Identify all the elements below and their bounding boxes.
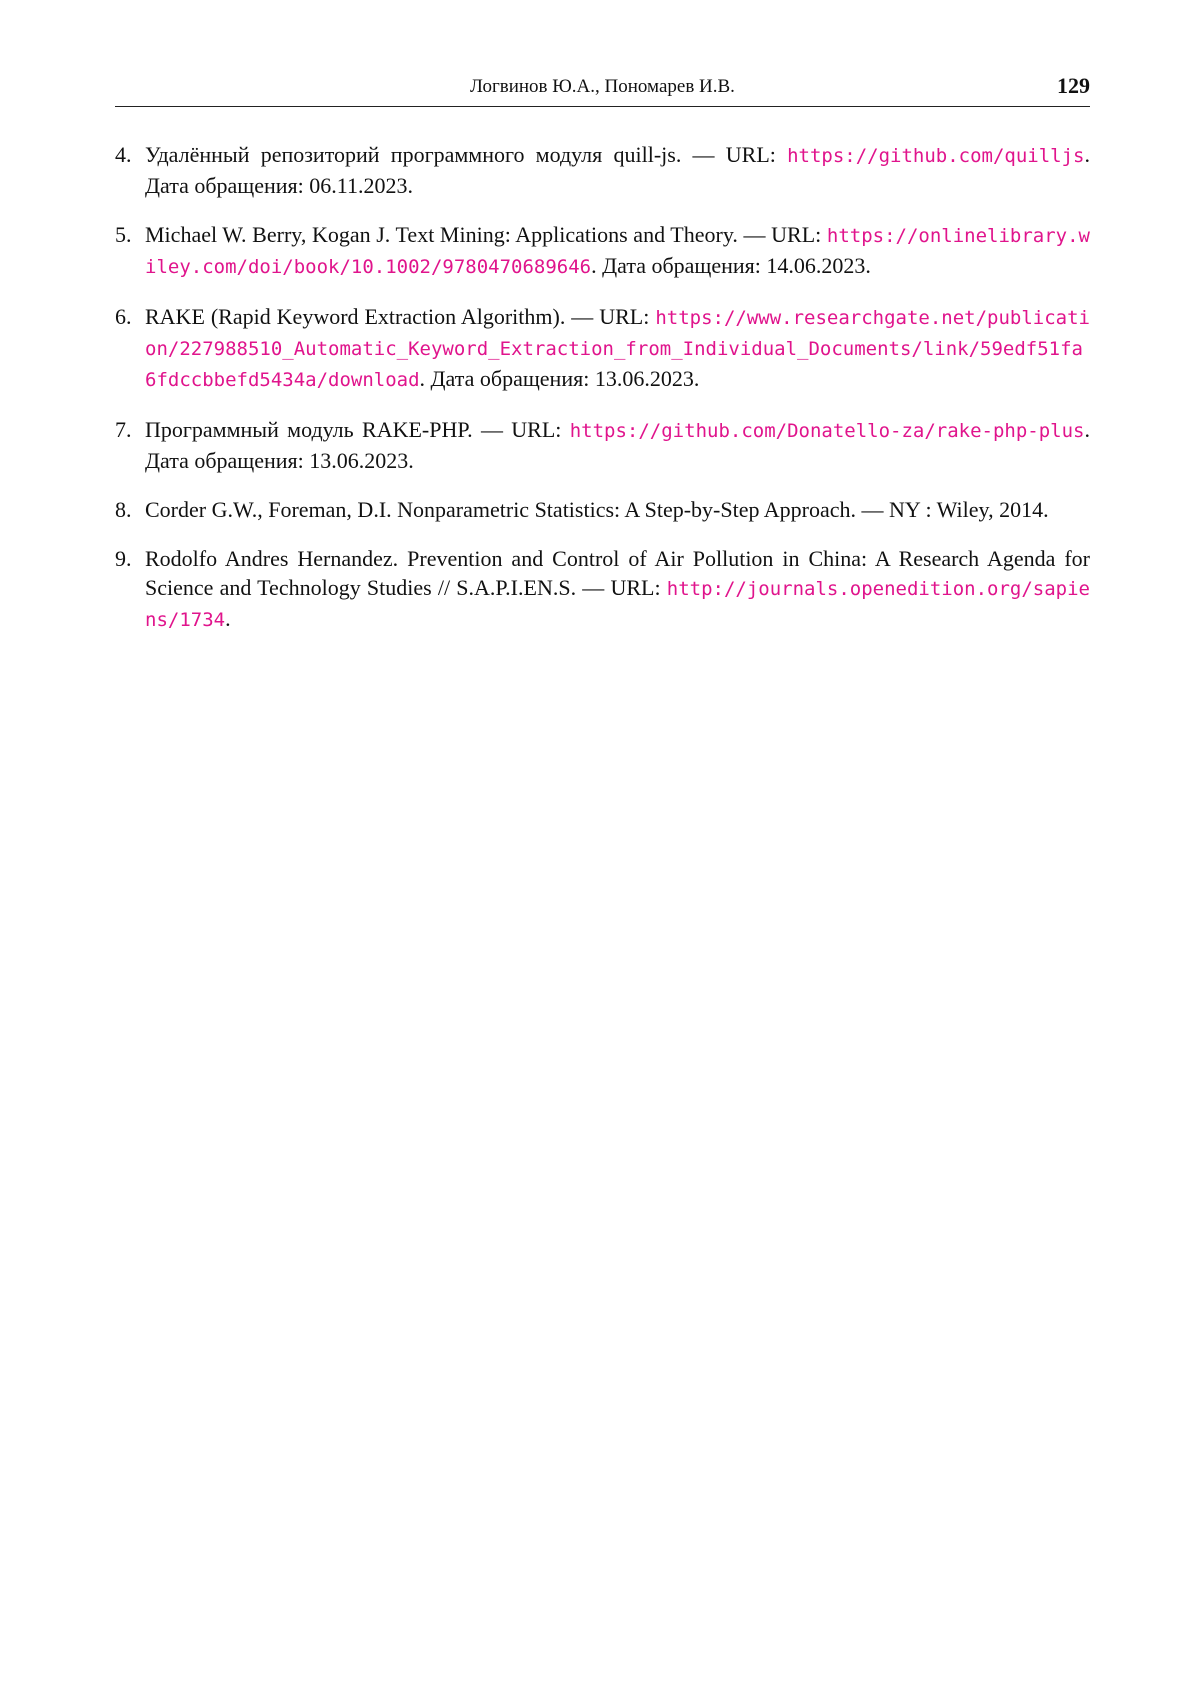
reference-number: 9. <box>115 546 132 571</box>
reference-text: RAKE (Rapid Keyword Extraction Algorithm). — URL: <box>145 304 656 329</box>
reference-access-date: . Дата обращения: 14.06.2023. <box>591 253 871 278</box>
reference-access-date: . Дата обращения: 06.11.2023. <box>145 142 1090 198</box>
reference-url-link[interactable]: https://onlinelibrary.wiley.com/doi/book/10.1002/9780470689646 <box>145 225 1090 278</box>
reference-item-9 <box>115 544 1090 635</box>
reference-url-link[interactable]: https://www.researchgate.net/publication/227988510_Automatic_Keyword_Extraction_from_Individual_Documents/link/59edf51fa6fdccbbefd5434a/download <box>145 307 1090 391</box>
reference-item-5 <box>115 220 1090 282</box>
reference-access-date: . Дата обращения: 13.06.2023. <box>145 417 1090 473</box>
reference-text: Удалённый репозиторий программного модуля quill-js. — URL: <box>145 142 788 167</box>
reference-text: Rodolfo Andres Hernandez. Prevention and Control of Air Pollution in China: A Research Agenda for Science and Technology Studies // S.A.P.I.EN.S. — URL: <box>145 546 1090 600</box>
reference-number: 4. <box>115 142 132 167</box>
header-authors: Логвинов Ю.А., Пономарев И.В. <box>470 76 735 97</box>
reference-item-4 <box>115 140 1090 200</box>
reference-item-8 <box>115 495 1090 524</box>
reference-item-6 <box>115 302 1090 395</box>
reference-item-7 <box>115 415 1090 475</box>
reference-access-date: . Дата обращения: 13.06.2023. <box>419 366 700 391</box>
reference-text: Michael W. Berry, Kogan J. Text Mining: Applications and Theory. — URL: <box>145 222 827 247</box>
reference-number: 5. <box>115 222 132 247</box>
reference-url-link[interactable]: http://journals.openedition.org/sapiens/1734 <box>145 578 1090 631</box>
reference-url-link[interactable]: https://github.com/Donatello-za/rake-php-plus <box>569 420 1085 442</box>
reference-number: 7. <box>115 417 132 442</box>
reference-access-date: . <box>225 606 231 631</box>
running-header <box>115 72 1090 107</box>
reference-text: Программный модуль RAKE-PHP. — URL: <box>145 417 570 442</box>
reference-number: 6. <box>115 304 132 329</box>
page-number: 129 <box>1057 73 1090 98</box>
reference-text: Corder G.W., Foreman, D.I. Nonparametric Statistics: A Step-by-Step Approach. — NY : Wiley, 2014. <box>145 497 1049 522</box>
reference-url-link[interactable]: https://github.com/quilljs <box>787 145 1085 167</box>
reference-number: 8. <box>115 497 132 522</box>
reference-list <box>115 140 1090 655</box>
